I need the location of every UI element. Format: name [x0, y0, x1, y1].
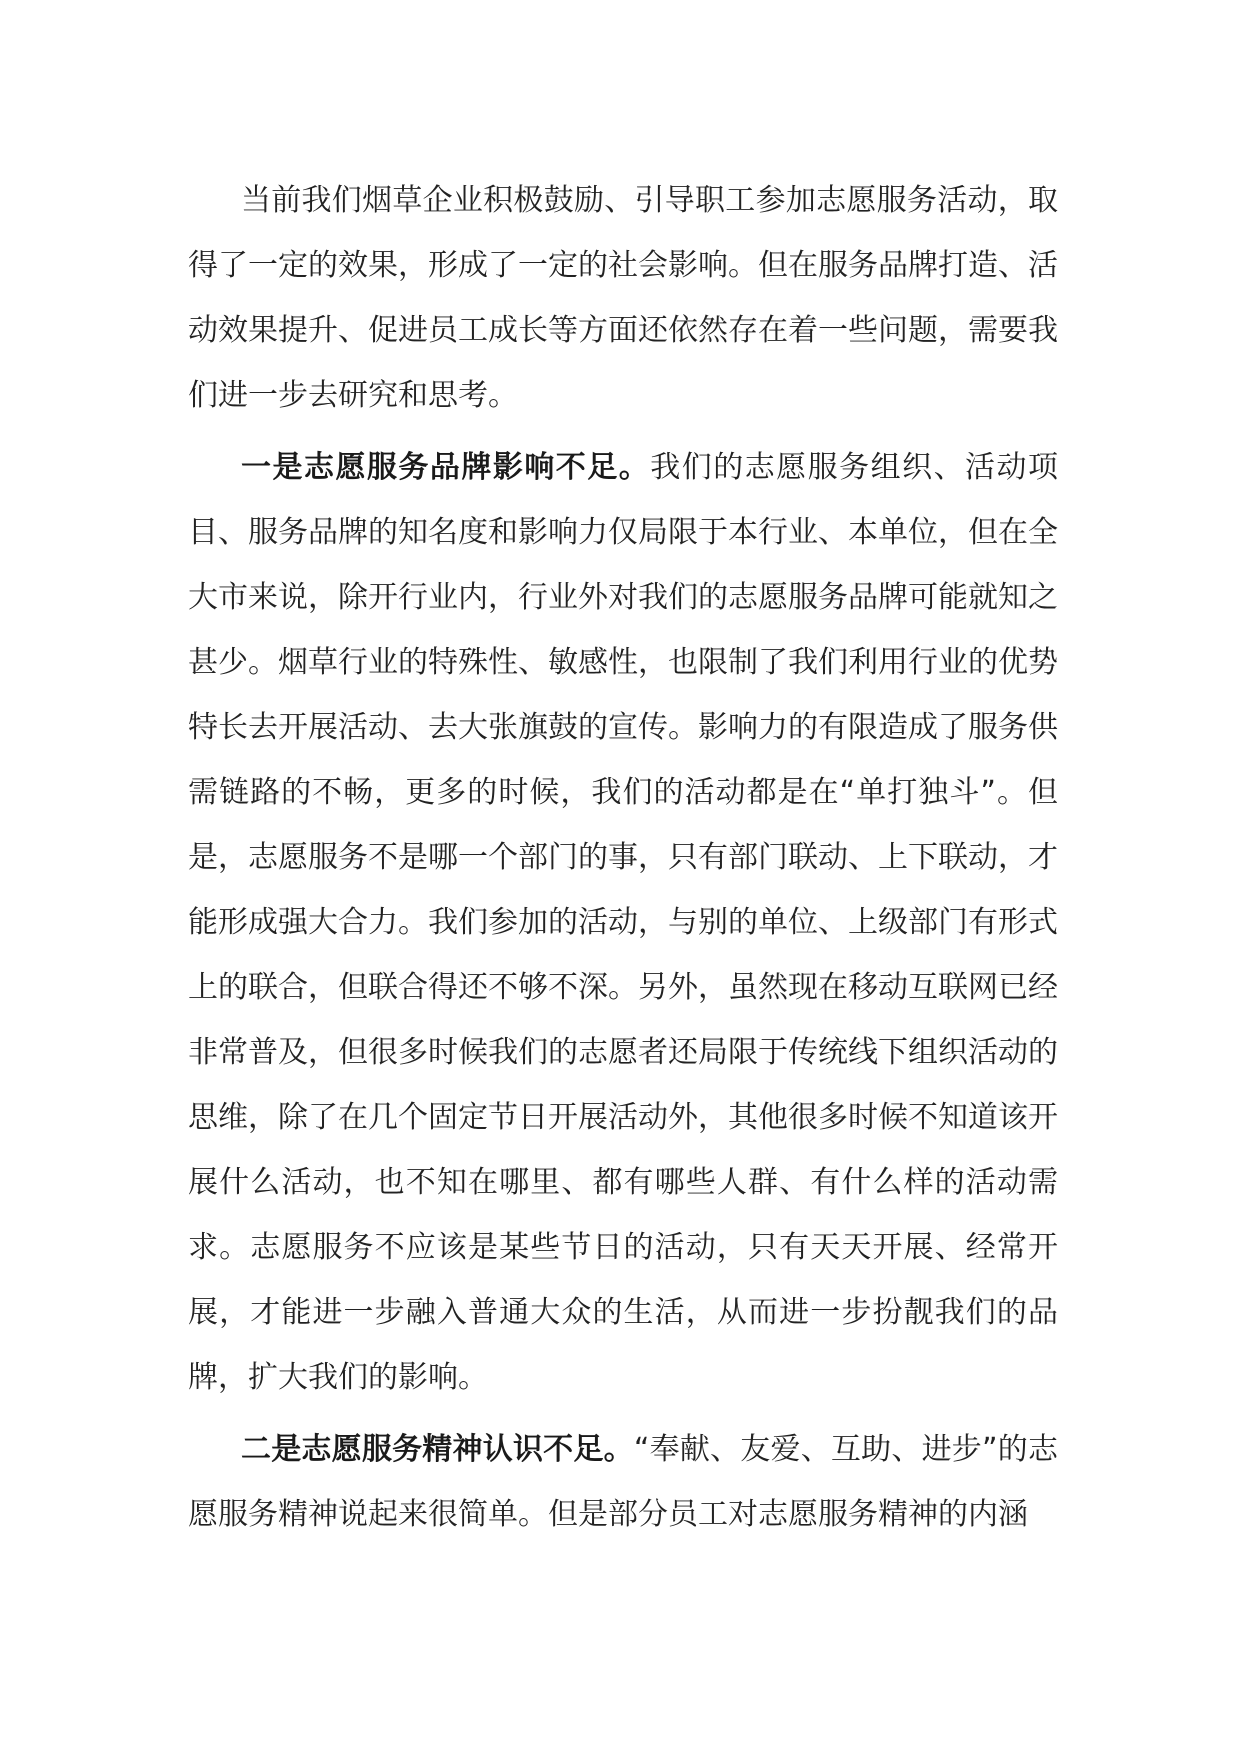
paragraph-point-one-text: 我们的志愿服务组织、活动项目、服务品牌的知名度和影响力仅局限于本行业、本单位，但在全大市来说，除开行业内，行业外对我们的志愿服务品牌可能就知之甚少。烟草行业的特殊性、敏感性，也限制了我们利用行业的优势特长去开展活动、去大张旗鼓的宣传。影响力的有限造成了服务供需链路的不畅，更多的时候，我们的活动都是在“单打独斗”。但是，志愿服务不是哪一个部门的事，只有部门联动、上下联动，才能形成强大合力。我们参加的活动，与别的单位、上级部门有形式上的联合，但联合得还不够不深。另外，虽然现在移动互联网已经非常普及，但很多时候我们的志愿者还局限于传统线下组织活动的思维，除了在几个固定节日开展活动外，其他很多时候不知道该开展什么活动，也不知在哪里、都有哪些人群、有什么样的活动需求。志愿服务不应该是某些节日的活动，只有天天开展、经常开展，才能进一步融入普通大众的生活，从而进一步扮靓我们的品牌，扩大我们的影响。 — [188, 450, 1059, 1395]
paragraph-intro-text: 当前我们烟草企业积极鼓励、引导职工参加志愿服务活动，取得了一定的效果，形成了一定的社会影响。但在服务品牌打造、活动效果提升、促进员工成长等方面还依然存在着一些问题，需要我们进一步去研究和思考。 — [188, 183, 1058, 413]
document-body — [188, 168, 1058, 1547]
paragraph-point-two-text: “奉献、友爱、互助、进步”的志愿服务精神说起来很简单。但是部分员工对志愿服务精神的内涵 — [188, 1432, 1058, 1532]
paragraph-point-one-heading: 一是志愿服务品牌影响不足。 — [241, 450, 651, 485]
paragraph-point-two-heading: 二是志愿服务精神认识不足。 — [241, 1432, 634, 1467]
paragraph-intro — [188, 168, 1058, 428]
paragraph-point-one — [188, 435, 1058, 1410]
paragraph-point-two — [188, 1417, 1058, 1547]
